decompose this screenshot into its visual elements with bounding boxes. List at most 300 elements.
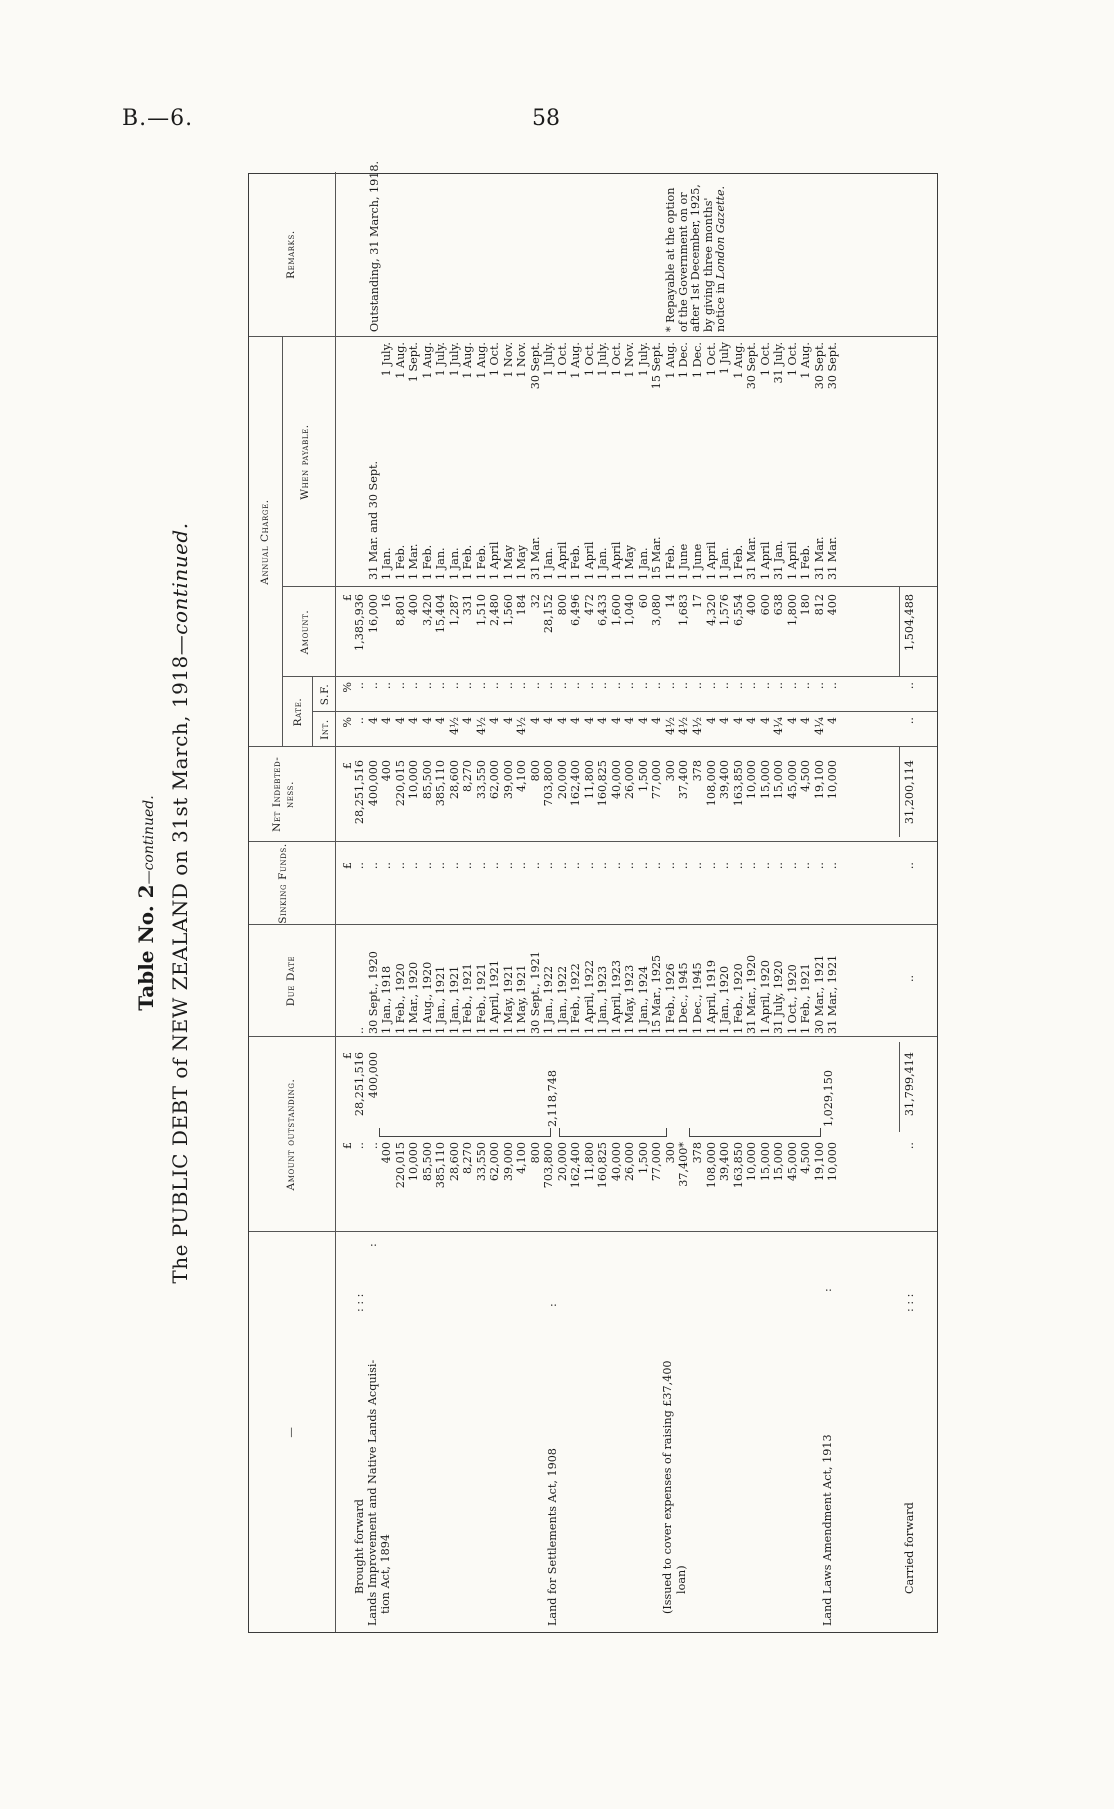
cell-charge: 28,152 — [542, 594, 556, 634]
cell-due-date: 1 Jan., 1921 — [447, 965, 461, 1034]
table-subtitle-suffix: —continued. — [168, 522, 192, 656]
cell-when-payable: 1 Feb. — [393, 544, 407, 580]
cell-charge: 1,576 — [718, 594, 732, 627]
cell-sf: .. — [745, 682, 759, 690]
cell-net: 28,251,516 — [353, 760, 366, 825]
cell-sinking: .. — [718, 862, 732, 870]
cell-when-payable-2: 1 July — [718, 342, 732, 375]
cell-amount: 33,550 — [474, 1142, 488, 1182]
header-bottom-rule — [335, 172, 336, 1632]
cell-sf: .. — [704, 682, 718, 690]
cell-when-payable-2: 1 Dec. — [677, 342, 691, 379]
cell-when-payable: 1 June — [691, 543, 704, 580]
cell-sf: .. — [663, 682, 677, 690]
cell-when-payable: 1 Jan. — [596, 547, 610, 580]
remark-repayable-note — [665, 174, 728, 332]
cell-amount: 220,015 — [393, 1142, 407, 1189]
cell-when-payable: 1 May — [515, 544, 529, 580]
page-header — [0, 0, 1114, 140]
cell-amount: 37,400* — [677, 1142, 691, 1187]
cell-int: 4 — [650, 717, 664, 725]
group-dots: : : : — [353, 1293, 366, 1312]
cell-sf: .. — [650, 682, 664, 690]
cell-amount: .. — [353, 1142, 366, 1150]
cell-when-payable: 1 Feb. — [731, 544, 745, 580]
cell-due-date: 31 July, 1920 — [772, 960, 786, 1034]
cell-when-payable-2: 1 July. — [447, 342, 461, 377]
cell-sf: .. — [393, 682, 407, 690]
cell-when-payable-2: 1 Nov. — [515, 342, 529, 378]
cell-due-date: 1 Feb., 1920 — [731, 963, 745, 1034]
cell-sinking: .. — [501, 862, 515, 870]
cell-due-date: 1 Dec., 1945 — [691, 962, 704, 1034]
cell-charge: 1,560 — [501, 594, 515, 627]
cell-sinking: .. — [663, 862, 677, 870]
cell-when-payable: 1 Jan. — [434, 547, 448, 580]
cell-when-payable: 1 Jan. — [542, 547, 556, 580]
cell-net: 19,100 — [812, 760, 826, 800]
cell-charge: 15,404 — [434, 594, 448, 634]
cell-due-date: 1 April, 1921 — [488, 959, 502, 1034]
cell-sinking: .. — [596, 862, 610, 870]
cell-due-date: 1 Feb., 1926 — [663, 963, 677, 1034]
cell-due-date: 1 Feb., 1921 — [799, 963, 813, 1034]
cell-int: 4 — [366, 717, 380, 725]
cell-when-payable: 1 Feb. — [663, 544, 677, 580]
cell-due-date: 1 May, 1923 — [623, 964, 637, 1034]
cell-when-payable-2: 1 Aug. — [393, 342, 407, 379]
cell-when-payable: 1 April — [758, 541, 772, 580]
remark-note-text: * Repayable at the option of the Government on or after 1st December, 1925, by giving three months' notice in — [664, 184, 728, 332]
cell-net: 10,000 — [826, 760, 840, 800]
cell-amount: 8,270 — [461, 1142, 475, 1175]
cell-sinking: .. — [677, 862, 691, 870]
cell-due-date: 1 Jan., 1918 — [380, 965, 394, 1034]
cell-sf: .. — [420, 682, 434, 690]
cell-net: 4,500 — [799, 760, 813, 793]
cell-net: 300 — [663, 760, 677, 782]
cell-sinking: .. — [353, 862, 366, 870]
cell-amount: 77,000 — [650, 1142, 664, 1182]
cell-int: 4 — [582, 717, 596, 725]
page-number: 58 — [532, 106, 560, 131]
cell-charge: 2,480 — [488, 594, 502, 627]
cell-sf: .. — [380, 682, 394, 690]
cell-net: 400,000 — [366, 760, 380, 807]
cell-sf: .. — [758, 682, 772, 690]
unit-amount-right: £ — [341, 1052, 354, 1060]
cell-net: 4,100 — [515, 760, 529, 793]
cell-due-date: 30 Sept., 1921 — [528, 951, 542, 1034]
cell-sinking: .. — [636, 862, 650, 870]
cell-int: 4 — [596, 717, 610, 725]
cell-due-date: 1 April, 1922 — [582, 959, 596, 1034]
cell-sinking: .. — [758, 862, 772, 870]
group-issued-expenses: (Issued to cover expenses of raising £37,400 — [661, 1360, 674, 1614]
cell-charge: 6,433 — [596, 594, 610, 627]
cell-when-payable-2: 30 Sept. — [745, 342, 759, 390]
col-divider — [249, 924, 937, 925]
header-sf: S.F. — [319, 683, 331, 706]
cell-sf: .. — [691, 682, 704, 690]
cell-charge: 184 — [515, 594, 529, 616]
header-annual-charge: Annual Charge. — [259, 499, 271, 585]
cell-sf: .. — [488, 682, 502, 690]
cell-sf: .. — [826, 682, 840, 690]
cell-amount: 108,000 — [704, 1142, 718, 1189]
cell-when-payable: 1 April — [555, 541, 569, 580]
col-divider — [249, 841, 937, 842]
cell-sf: .. — [582, 682, 596, 690]
cell-when-payable-2: 1 Oct. — [609, 342, 623, 377]
table-subtitle — [168, 173, 192, 1633]
cell-charge: 812 — [812, 594, 826, 616]
cell-sf: .. — [542, 682, 556, 690]
cell-when-payable: 1 April — [488, 541, 502, 580]
cell-sinking: .. — [772, 862, 786, 870]
header-when-payable: When payable. — [299, 424, 311, 500]
cell-charge: 600 — [758, 594, 772, 616]
header-rule — [312, 677, 313, 747]
cell-when-payable: 1 Jan. — [636, 547, 650, 580]
debt-table — [248, 160, 938, 1633]
unit-int: % — [341, 717, 354, 728]
cell-int: 4¼ — [772, 717, 786, 735]
cell-amount: 39,400 — [718, 1142, 732, 1182]
cell-when-payable-2: 1 Oct. — [555, 342, 569, 377]
cell-when-payable: 31 Mar. and 30 Sept. — [366, 460, 380, 580]
cell-int: 4½ — [677, 717, 691, 735]
cell-when-payable: 31 Mar. — [745, 536, 759, 580]
cell-when-payable: 1 Feb. — [420, 544, 434, 580]
cell-net: 163,850 — [731, 760, 745, 807]
cell-sf: .. — [609, 682, 623, 690]
cell-sinking: .. — [488, 862, 502, 870]
cell-due-date: 1 April, 1923 — [609, 959, 623, 1034]
col-divider — [249, 746, 937, 747]
cell-when-payable-2: 1 July. — [434, 342, 448, 377]
subtotal-land-settlements: 2,118,748 — [546, 1070, 559, 1127]
cell-int: 4 — [488, 717, 502, 725]
cell-net: 8,270 — [461, 760, 475, 793]
cell-sf: .. — [596, 682, 610, 690]
cell-when-payable-2: 1 July. — [542, 342, 556, 377]
cell-when-payable-2: 1 Aug. — [663, 342, 677, 379]
cell-charge: 331 — [461, 594, 475, 616]
cell-when-payable: 31 Jan. — [772, 540, 786, 580]
cell-int: 4 — [569, 717, 583, 725]
cell-when-payable: 31 Mar. — [812, 536, 826, 580]
table-title-suffix: —continued. — [141, 795, 157, 885]
cell-due-date: 1 April, 1919 — [704, 959, 718, 1034]
cell-int: 4 — [758, 717, 772, 725]
subtotal-land-laws: 1,029,150 — [822, 1070, 835, 1127]
cell-when-payable: 15 Mar. — [650, 536, 664, 580]
cell-sf: .. — [812, 682, 826, 690]
cell-when-payable-2: 15 Sept. — [650, 342, 664, 390]
cell-due-date: 30 Mar., 1921 — [812, 954, 826, 1034]
cell-when-payable: 1 April — [609, 541, 623, 580]
total-rule — [899, 747, 900, 837]
cell-amount: 4,100 — [515, 1142, 529, 1175]
header-net-indebtedness: Net Indebtedness. — [271, 757, 296, 832]
cell-int: 4 — [623, 717, 637, 725]
cell-when-payable: 1 Jan. — [447, 547, 461, 580]
cell-due-date: 15 Mar., 1925 — [650, 954, 664, 1034]
table-subtitle-text: The PUBLIC DEBT of NEW ZEALAND on 31st March, 1918 — [168, 655, 192, 1284]
carried-sf: .. — [903, 682, 916, 690]
cell-amount: 160,825 — [596, 1142, 610, 1189]
cell-net: 39,400 — [718, 760, 732, 800]
cell-net: 703,800 — [542, 760, 556, 807]
cell-int: 4 — [461, 717, 475, 725]
cell-charge: 180 — [799, 594, 813, 616]
cell-when-payable-2: 1 Oct. — [758, 342, 772, 377]
cell-int: 4 — [380, 717, 394, 725]
cell-amount: 15,000 — [772, 1142, 786, 1182]
cell-sinking: .. — [569, 862, 583, 870]
cell-sf: .. — [677, 682, 691, 690]
cell-charge: 1,510 — [474, 594, 488, 627]
cell-when-payable-2: 1 Aug. — [799, 342, 813, 379]
cell-due-date: 1 Jan., 1922 — [555, 965, 569, 1034]
group-dots: : — [821, 1288, 834, 1292]
cell-net: 20,000 — [555, 760, 569, 800]
cell-sf: .. — [434, 682, 448, 690]
cell-net: 40,000 — [609, 760, 623, 800]
cell-sf: .. — [515, 682, 529, 690]
cell-due-date: 1 Mar., 1920 — [407, 961, 421, 1034]
cell-sinking: .. — [515, 862, 529, 870]
cell-charge: 638 — [772, 594, 786, 616]
cell-net: 220,015 — [393, 760, 407, 807]
cell-charge: 800 — [555, 594, 569, 616]
group-land-settlements: Land for Settlements Act, 1908 — [546, 1448, 559, 1626]
cell-when-payable-2: 1 Oct. — [488, 342, 502, 377]
cell-when-payable-2: 1 Oct. — [582, 342, 596, 377]
cell-int: 4 — [542, 717, 556, 725]
cell-amount: 4,500 — [799, 1142, 813, 1175]
cell-charge: 1,385,936 — [353, 594, 366, 651]
cell-net: 45,000 — [785, 760, 799, 800]
cell-charge: 1,040 — [623, 594, 637, 627]
unit-sinking: £ — [341, 862, 354, 870]
cell-charge: 16 — [380, 594, 394, 609]
cell-amount: 40,000 — [609, 1142, 623, 1182]
cell-net: 11,800 — [582, 760, 596, 800]
cell-when-payable: 31 Mar. — [826, 536, 840, 580]
cell-sinking: .. — [582, 862, 596, 870]
cell-charge: 8,801 — [393, 594, 407, 627]
table-title — [134, 173, 158, 1633]
cell-when-payable: 1 April — [785, 541, 799, 580]
carried-int: .. — [903, 717, 916, 725]
cell-amount: 400 — [380, 1142, 394, 1164]
cell-amount: 39,000 — [501, 1142, 515, 1182]
cell-net: 62,000 — [488, 760, 502, 800]
cell-amount: 1,500 — [636, 1142, 650, 1175]
remark-note-italic: London Gazette. — [714, 185, 728, 280]
cell-int: 4 — [434, 717, 448, 725]
cell-net: 37,400 — [677, 760, 691, 800]
cell-when-payable-2: 1 Oct. — [785, 342, 799, 377]
cell-due-date: 1 Feb., 1922 — [569, 963, 583, 1034]
cell-charge: 6,496 — [569, 594, 583, 627]
cell-net: 28,600 — [447, 760, 461, 800]
cell-due-date: 31 Mar., 1920 — [745, 954, 759, 1034]
cell-due-date: 1 May, 1921 — [515, 964, 529, 1034]
cell-sinking: .. — [799, 862, 813, 870]
rotated-table-area — [128, 160, 943, 1633]
cell-when-payable: 1 Feb. — [569, 544, 583, 580]
cell-due-date: 1 Oct., 1920 — [785, 964, 799, 1034]
carried-net: 31,200,114 — [903, 760, 916, 825]
cell-sinking: .. — [731, 862, 745, 870]
cell-sinking: .. — [461, 862, 475, 870]
cell-when-payable: 1 May — [623, 544, 637, 580]
cell-when-payable-2: 1 Aug. — [420, 342, 434, 379]
cell-int: 4 — [731, 717, 745, 725]
cell-due-date: 1 Feb., 1921 — [474, 963, 488, 1034]
cell-amount: 19,100 — [812, 1142, 826, 1182]
cell-sinking: .. — [447, 862, 461, 870]
cell-due-date: .. — [353, 1026, 366, 1034]
group-dots: : — [546, 1303, 559, 1307]
cell-int: 4½ — [515, 717, 529, 735]
cell-when-payable: 1 Feb. — [461, 544, 475, 580]
cell-sf: .. — [555, 682, 569, 690]
cell-amount-total: 28,251,516 — [353, 1052, 366, 1117]
header-amount-outstanding: Amount outstanding. — [285, 1078, 297, 1191]
cell-int: 4 — [407, 717, 421, 725]
cell-amount: 85,500 — [420, 1142, 434, 1182]
cell-int: 4 — [718, 717, 732, 725]
cell-when-payable: 1 April — [704, 541, 718, 580]
group-lands-improvement: Lands Improvement and Native Lands Acquisi- — [366, 1359, 379, 1626]
cell-sinking: .. — [623, 862, 637, 870]
cell-sf: .. — [718, 682, 732, 690]
cell-sinking: .. — [393, 862, 407, 870]
cell-sinking: .. — [474, 862, 488, 870]
cell-int: 4 — [555, 717, 569, 725]
cell-sinking: .. — [704, 862, 718, 870]
cell-amount: 10,000 — [745, 1142, 759, 1182]
cell-charge: 400 — [407, 594, 421, 616]
cell-sf: .. — [528, 682, 542, 690]
bracket — [689, 1128, 821, 1137]
cell-sinking: .. — [420, 862, 434, 870]
cell-sf: .. — [366, 682, 380, 690]
cell-net: 1,500 — [636, 760, 650, 793]
cell-due-date: 1 Jan., 1922 — [542, 965, 556, 1034]
remark-outstanding: Outstanding, 31 March, 1918. — [368, 160, 381, 332]
cell-due-date: 1 Dec., 1945 — [677, 962, 691, 1034]
unit-charge: £ — [341, 594, 354, 602]
cell-amount: 162,400 — [569, 1142, 583, 1189]
group-land-laws: Land Laws Amendment Act, 1913 — [821, 1434, 834, 1626]
cell-charge: 1,683 — [677, 594, 691, 627]
cell-amount: 385,110 — [434, 1142, 448, 1189]
cell-amount: 26,000 — [623, 1142, 637, 1182]
unit-amount-left: £ — [341, 1142, 354, 1150]
cell-due-date: 1 Jan., 1920 — [718, 965, 732, 1034]
cell-sinking: .. — [826, 862, 840, 870]
cell-when-payable-2: 30 Sept. — [812, 342, 826, 390]
cell-when-payable: 31 Mar. — [528, 536, 542, 580]
cell-when-payable-2: 31 July. — [772, 342, 786, 384]
cell-when-payable-2: 1 Aug. — [461, 342, 475, 379]
cell-net: 15,000 — [758, 760, 772, 800]
carried-total: 31,799,414 — [903, 1052, 916, 1117]
cell-int: 4 — [609, 717, 623, 725]
header-rate: Rate. — [292, 697, 304, 727]
cell-when-payable: 1 Jan. — [380, 547, 394, 580]
cell-amount: 62,000 — [488, 1142, 502, 1182]
cell-sf: .. — [636, 682, 650, 690]
cell-sinking: .. — [812, 862, 826, 870]
header-rule — [282, 337, 283, 747]
col-divider-sub — [312, 711, 937, 712]
cell-int: 4 — [636, 717, 650, 725]
group-dots: : — [366, 1243, 379, 1247]
cell-when-payable-2: 1 Sept. — [407, 342, 421, 383]
col-divider — [249, 1231, 937, 1232]
cell-net: 85,500 — [420, 760, 434, 800]
cell-int: 4½ — [474, 717, 488, 735]
cell-when-payable-2: 30 Sept. — [528, 342, 542, 390]
cell-int: 4 — [799, 717, 813, 725]
cell-amount: 45,000 — [785, 1142, 799, 1182]
cell-sf: .. — [569, 682, 583, 690]
cell-amount: .. — [366, 1142, 380, 1150]
cell-net: 378 — [691, 760, 704, 782]
cell-amount: 11,800 — [582, 1142, 596, 1182]
cell-sf: .. — [501, 682, 515, 690]
cell-due-date: 31 Mar., 1921 — [826, 954, 840, 1034]
cell-due-date: 1 Jan., 1924 — [636, 965, 650, 1034]
cell-charge: 472 — [582, 594, 596, 616]
cell-int: .. — [353, 717, 366, 725]
cell-sf: .. — [623, 682, 637, 690]
cell-due-date: 1 May, 1921 — [501, 964, 515, 1034]
cell-sinking: .. — [528, 862, 542, 870]
cell-due-date: 30 Sept., 1920 — [366, 951, 380, 1034]
cell-amount: 20,000 — [555, 1142, 569, 1182]
cell-when-payable-2: 1 July. — [636, 342, 650, 377]
cell-charge: 1,800 — [785, 594, 799, 627]
cell-charge: 1,600 — [609, 594, 623, 627]
cell-charge: 17 — [691, 594, 704, 609]
cell-when-payable: 1 May — [501, 544, 515, 580]
cell-amount: 800 — [528, 1142, 542, 1164]
cell-sf: .. — [474, 682, 488, 690]
cell-due-date: 1 Jan., 1923 — [596, 965, 610, 1034]
cell-amount: 10,000 — [407, 1142, 421, 1182]
cell-due-date: 1 Feb., 1920 — [393, 963, 407, 1034]
cell-int: 4 — [785, 717, 799, 725]
cell-net: 160,825 — [596, 760, 610, 807]
cell-amount: 300 — [663, 1142, 677, 1164]
carried-sinking: .. — [903, 862, 916, 870]
cell-net: 77,000 — [650, 760, 664, 800]
cell-when-payable-2: 1 July. — [380, 342, 394, 377]
group-lands-improvement-line2: tion Act, 1894 — [379, 1534, 392, 1614]
cell-int: 4½ — [447, 717, 461, 735]
cell-net: 162,400 — [569, 760, 583, 807]
cell-sinking: .. — [380, 862, 394, 870]
cell-when-payable: 1 June — [677, 543, 691, 580]
cell-net: 800 — [528, 760, 542, 782]
